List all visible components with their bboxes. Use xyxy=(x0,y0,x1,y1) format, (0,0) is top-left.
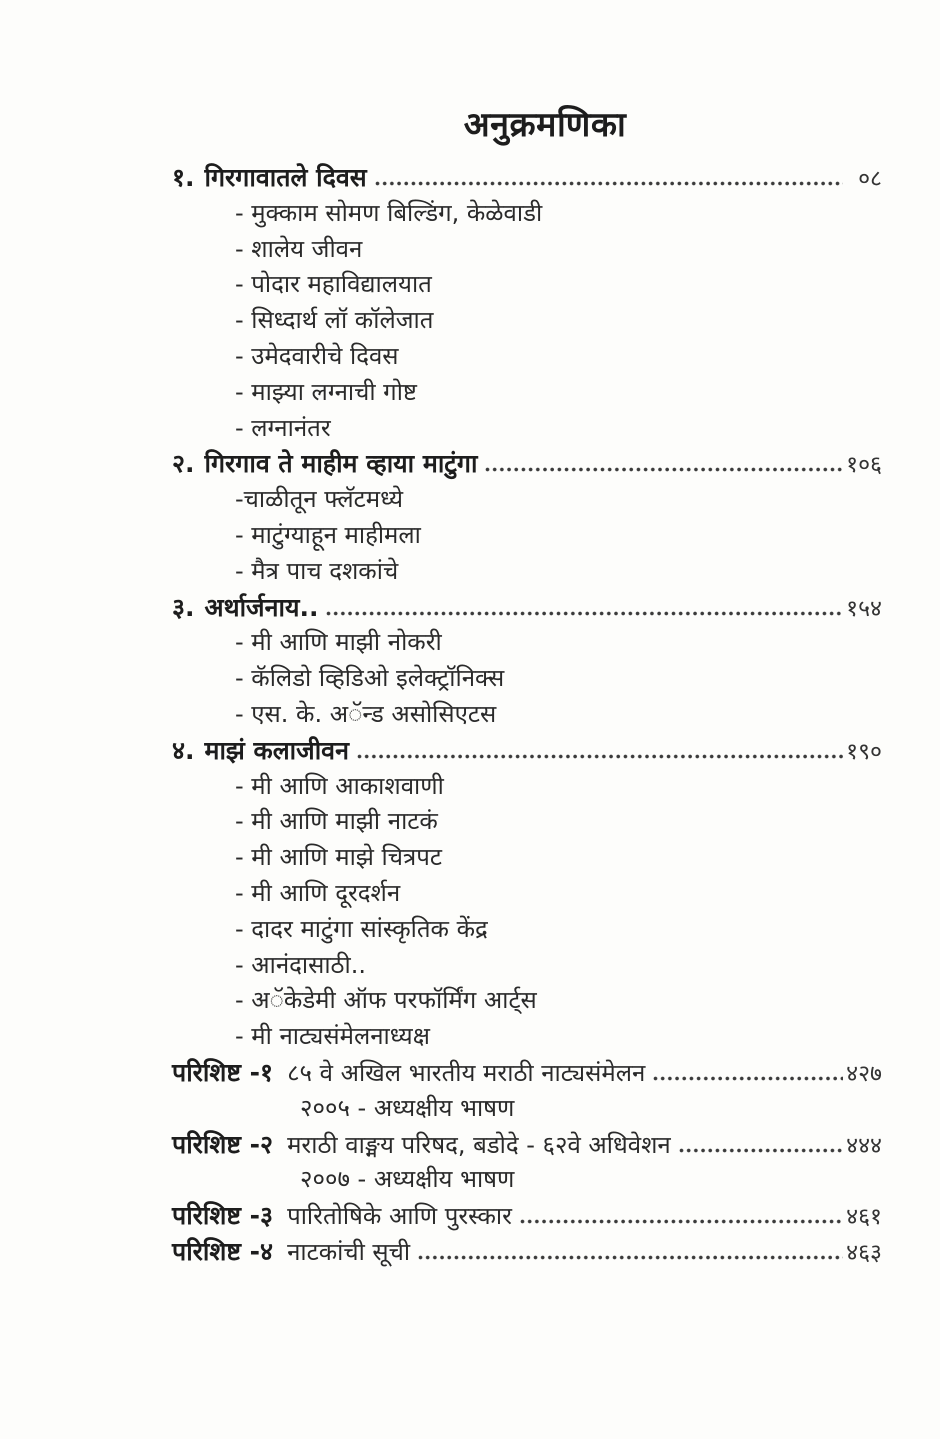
toc-subitem xyxy=(172,267,882,303)
appendix-page-number: ४४४ xyxy=(846,1132,882,1159)
toc-subitem xyxy=(172,840,882,876)
dot-leader xyxy=(520,1219,843,1224)
subitem-label: - मी नाट्यसंमेलनाध्यक्ष xyxy=(235,1022,430,1051)
toc-appendix-entry xyxy=(172,1198,882,1234)
chapter-page-number: १९० xyxy=(846,738,882,765)
toc-subitem xyxy=(172,196,882,232)
subitem-label: - मी आणि आकाशवाणी xyxy=(235,771,444,800)
chapter-page-number: ०८ xyxy=(858,166,882,192)
appendix-subline-label: २००५ - अध्यक्षीय भाषण xyxy=(300,1093,515,1122)
toc-subitem xyxy=(172,697,882,733)
subitem-label: - कॅलिडो व्हिडिओ इलेक्ट्रॉनिक्स xyxy=(235,664,505,693)
dot-leader xyxy=(357,754,843,759)
toc-chapter-entry xyxy=(172,160,882,196)
toc-appendix-subline xyxy=(172,1162,882,1198)
subitem-label: - मैत्र पाच दशकांचे xyxy=(235,556,399,585)
appendix-prefix: परिशिष्ट -३ xyxy=(172,1201,274,1231)
chapter-number: २. xyxy=(172,449,195,479)
toc-subitem xyxy=(172,339,882,375)
toc-subitem xyxy=(172,232,882,268)
toc-subitem xyxy=(172,303,882,339)
appendix-page-number: ४६३ xyxy=(846,1239,882,1266)
subitem-label: - शालेय जीवन xyxy=(235,234,363,263)
chapter-number: ४. xyxy=(172,735,195,765)
dot-leader xyxy=(653,1076,843,1081)
subitem-label: - मुक्काम सोमण बिल्डिंग, केळेवाडी xyxy=(235,198,543,227)
appendix-title: ८५ वे अखिल भारतीय मराठी नाट्यसंमेलन xyxy=(287,1058,646,1087)
toc-subitem xyxy=(172,876,882,912)
dot-leader xyxy=(375,181,843,186)
toc-subitem xyxy=(172,1019,882,1055)
toc-chapter-entry xyxy=(172,590,882,626)
appendix-prefix: परिशिष्ट -२ xyxy=(172,1129,274,1159)
toc-subitem xyxy=(172,912,882,948)
chapter-number: १. xyxy=(172,163,195,192)
subitem-label: - मी आणि दूरदर्शन xyxy=(235,878,401,907)
appendix-subline-label: २००७ - अध्यक्षीय भाषण xyxy=(300,1165,515,1194)
toc-chapter-entry xyxy=(172,733,882,769)
subitem-label: - दादर माटुंगा सांस्कृतिक केंद्र xyxy=(235,914,488,943)
subitem-label: - मी आणि माझी नोकरी xyxy=(235,628,442,657)
appendix-title: पारितोषिके आणि पुरस्कार xyxy=(287,1202,512,1231)
toc-subitem xyxy=(172,983,882,1019)
subitem-label: - माझ्या लग्नाची गोष्ट xyxy=(235,377,417,406)
appendix-page-number: ४६१ xyxy=(846,1204,882,1231)
subitem-label: - मी आणि माझे चित्रपट xyxy=(235,843,442,872)
appendix-prefix: परिशिष्ट -१ xyxy=(172,1057,274,1087)
page-title: अनुक्रमणिका xyxy=(463,105,627,145)
subitem-label: - मी आणि माझी नाटकं xyxy=(235,807,438,836)
appendix-page-number: ४२७ xyxy=(846,1060,882,1087)
dot-leader xyxy=(326,611,843,616)
chapter-page-number: १०६ xyxy=(846,452,882,479)
appendix-title: नाटकांची सूची xyxy=(287,1237,411,1266)
subitem-label: - पोदार महाविद्यालयात xyxy=(235,270,432,299)
toc-appendix-entry xyxy=(172,1127,882,1163)
chapter-title: गिरगाव ते माहीम व्हाया माटुंगा xyxy=(204,449,478,479)
subitem-label: - आनंदासाठी.. xyxy=(235,950,366,979)
toc-subitem xyxy=(172,518,882,554)
appendix-title: मराठी वाङ्मय परिषद, बडोदे - ६२वे अधिवेशन xyxy=(287,1130,671,1159)
subitem-label: - लग्नानंतर xyxy=(235,413,331,442)
dot-leader xyxy=(418,1255,843,1260)
subitem-label: - एस. के. अॅन्ड असोसिएटस xyxy=(235,699,497,728)
toc-subitem xyxy=(172,482,882,518)
toc-appendix-entry xyxy=(172,1055,882,1091)
toc-subitem xyxy=(172,769,882,805)
subitem-label: -चाळीतून फ्लॅटमध्ये xyxy=(235,485,404,514)
toc-subitem xyxy=(172,554,882,590)
chapter-page-number: १५४ xyxy=(846,595,882,622)
subitem-label: - माटुंग्याहून माहीमला xyxy=(235,520,421,549)
toc-subitem xyxy=(172,661,882,697)
chapter-title: अर्थार्जनाय.. xyxy=(204,592,319,622)
toc-list xyxy=(172,160,882,1270)
appendix-prefix: परिशिष्ट -४ xyxy=(172,1236,274,1266)
chapter-title: गिरगावातले दिवस xyxy=(204,163,367,192)
toc-chapter-entry xyxy=(172,446,882,482)
chapter-number: ३. xyxy=(172,592,195,622)
toc-subitem xyxy=(172,411,882,447)
subitem-label: - उमेदवारीचे दिवस xyxy=(235,341,399,370)
dot-leader xyxy=(679,1148,843,1153)
toc-subitem xyxy=(172,948,882,984)
subitem-label: - सिध्दार्थ लॉ कॉलेजात xyxy=(235,306,434,335)
toc-subitem xyxy=(172,804,882,840)
toc-subitem xyxy=(172,375,882,411)
toc-subitem xyxy=(172,625,882,661)
dot-leader xyxy=(485,467,843,472)
toc-appendix-subline xyxy=(172,1091,882,1127)
subitem-label: - अॅकेडेमी ऑफ परफॉर्मिंग आर्ट्स xyxy=(235,986,537,1015)
toc-appendix-entry xyxy=(172,1234,882,1270)
chapter-title: माझं कलाजीवन xyxy=(204,735,349,765)
